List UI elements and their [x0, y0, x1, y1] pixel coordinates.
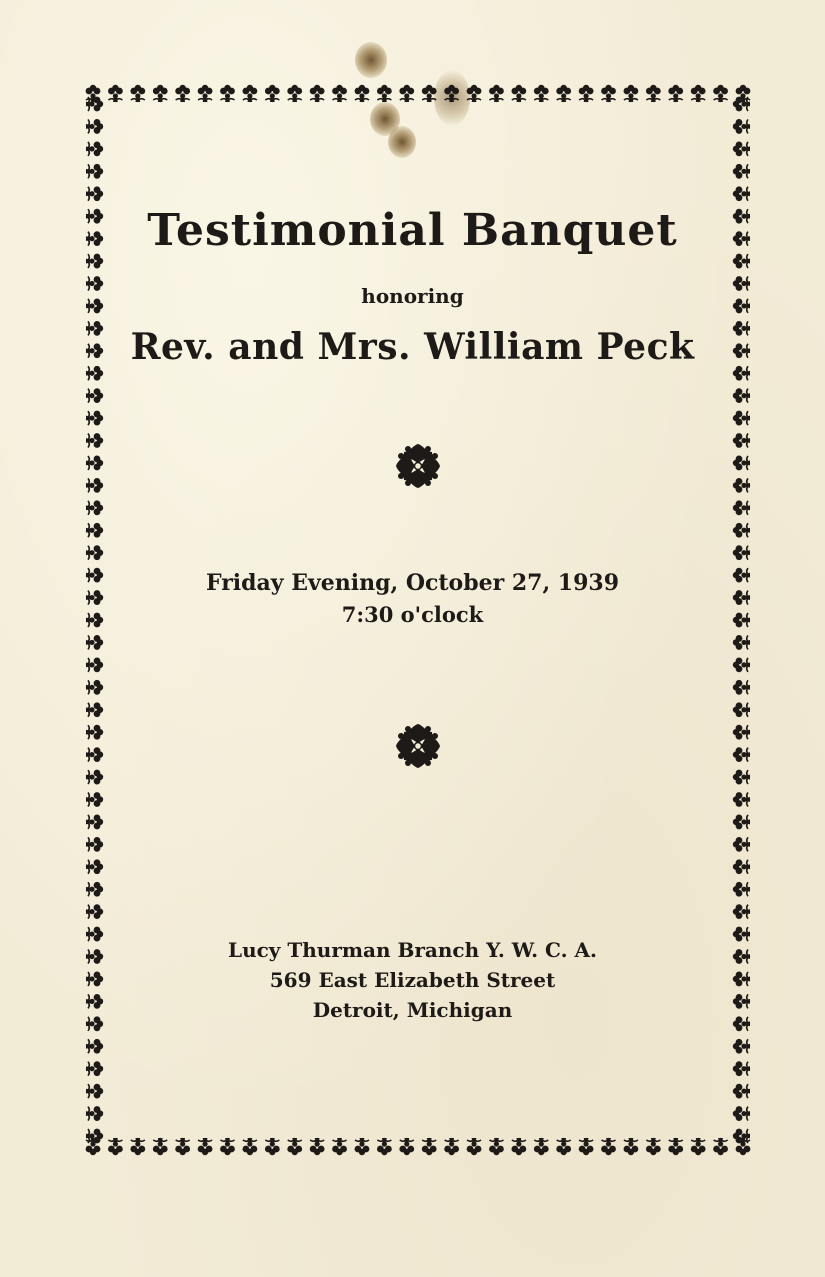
event-date: Friday Evening, October 27, 1939 — [205, 570, 620, 596]
banquet-title: Testimonial Banquet — [147, 205, 678, 256]
floral-cross-ornament-icon — [392, 440, 444, 492]
venue-name: Lucy Thurman Branch Y. W. C. A. — [228, 938, 597, 962]
event-time: 7:30 o'clock — [341, 602, 484, 627]
venue-city: Detroit, Michigan — [312, 998, 513, 1022]
ink-stain — [355, 42, 387, 78]
floral-cross-ornament-icon — [392, 720, 444, 772]
honoring-label: honoring — [361, 284, 464, 308]
honorees-name: Rev. and Mrs. William Peck — [130, 326, 695, 368]
venue-street: 569 East Elizabeth Street — [269, 968, 556, 992]
